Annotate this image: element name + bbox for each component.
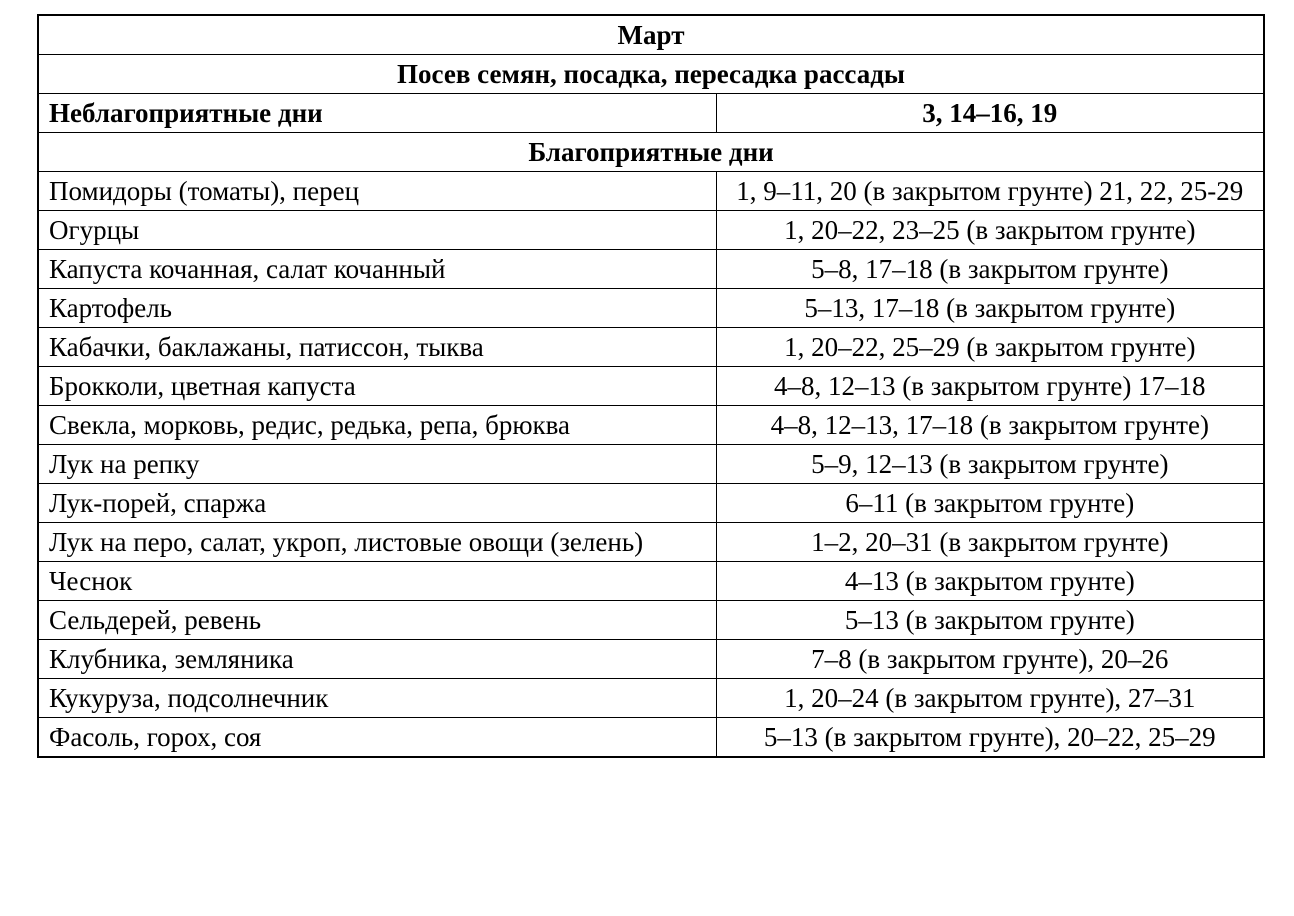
table-row [38,484,1264,523]
culture-name: Фасоль, горох, соя [38,718,716,758]
culture-name: Лук на перо, салат, укроп, листовые овощи (зелень) [38,523,716,562]
culture-name: Картофель [38,289,716,328]
culture-days: 6–11 (в закрытом грунте) [716,484,1264,523]
culture-days: 4–8, 12–13 (в закрытом грунте) 17–18 [716,367,1264,406]
table-row [38,679,1264,718]
table-row [38,445,1264,484]
culture-days: 7–8 (в закрытом грунте), 20–26 [716,640,1264,679]
month-title: Март [38,15,1264,55]
culture-days: 1–2, 20–31 (в закрытом грунте) [716,523,1264,562]
culture-name: Кабачки, баклажаны, патиссон, тыква [38,328,716,367]
culture-days: 1, 20–24 (в закрытом грунте), 27–31 [716,679,1264,718]
unfavorable-days-value: 3, 14–16, 19 [716,94,1264,133]
table-row-unfavorable [38,94,1264,133]
culture-days: 5–8, 17–18 (в закрытом грунте) [716,250,1264,289]
culture-days: 5–13, 17–18 (в закрытом грунте) [716,289,1264,328]
table-row-favorable-header [38,133,1264,172]
table-row [38,523,1264,562]
culture-days: 1, 9–11, 20 (в закрытом грунте) 21, 22, 25-29 [716,172,1264,211]
culture-name: Огурцы [38,211,716,250]
table-row [38,289,1264,328]
unfavorable-days-label: Неблагоприятные дни [38,94,716,133]
culture-days: 5–13 (в закрытом грунте), 20–22, 25–29 [716,718,1264,758]
favorable-days-header: Благоприятные дни [38,133,1264,172]
culture-days: 1, 20–22, 25–29 (в закрытом грунте) [716,328,1264,367]
culture-name: Помидоры (томаты), перец [38,172,716,211]
culture-days: 5–9, 12–13 (в закрытом грунте) [716,445,1264,484]
table-row [38,718,1264,758]
culture-days: 5–13 (в закрытом грунте) [716,601,1264,640]
planting-calendar-table [37,14,1265,758]
culture-name: Капуста кочанная, салат кочанный [38,250,716,289]
table-row [38,172,1264,211]
table-row-subtitle [38,55,1264,94]
culture-name: Кукуруза, подсолнечник [38,679,716,718]
culture-days: 4–13 (в закрытом грунте) [716,562,1264,601]
table-row [38,328,1264,367]
culture-days: 1, 20–22, 23–25 (в закрытом грунте) [716,211,1264,250]
table-row [38,367,1264,406]
table-subtitle: Посев семян, посадка, пересадка рассады [38,55,1264,94]
table-row [38,406,1264,445]
table-row-month [38,15,1264,55]
culture-name: Свекла, морковь, редис, редька, репа, брюква [38,406,716,445]
culture-name: Чеснок [38,562,716,601]
culture-name: Лук на репку [38,445,716,484]
table-row [38,211,1264,250]
table-row [38,640,1264,679]
table-row [38,250,1264,289]
culture-name: Сельдерей, ревень [38,601,716,640]
culture-name: Лук-порей, спаржа [38,484,716,523]
culture-days: 4–8, 12–13, 17–18 (в закрытом грунте) [716,406,1264,445]
table-row [38,562,1264,601]
culture-name: Клубника, земляника [38,640,716,679]
table-row [38,601,1264,640]
culture-name: Брокколи, цветная капуста [38,367,716,406]
